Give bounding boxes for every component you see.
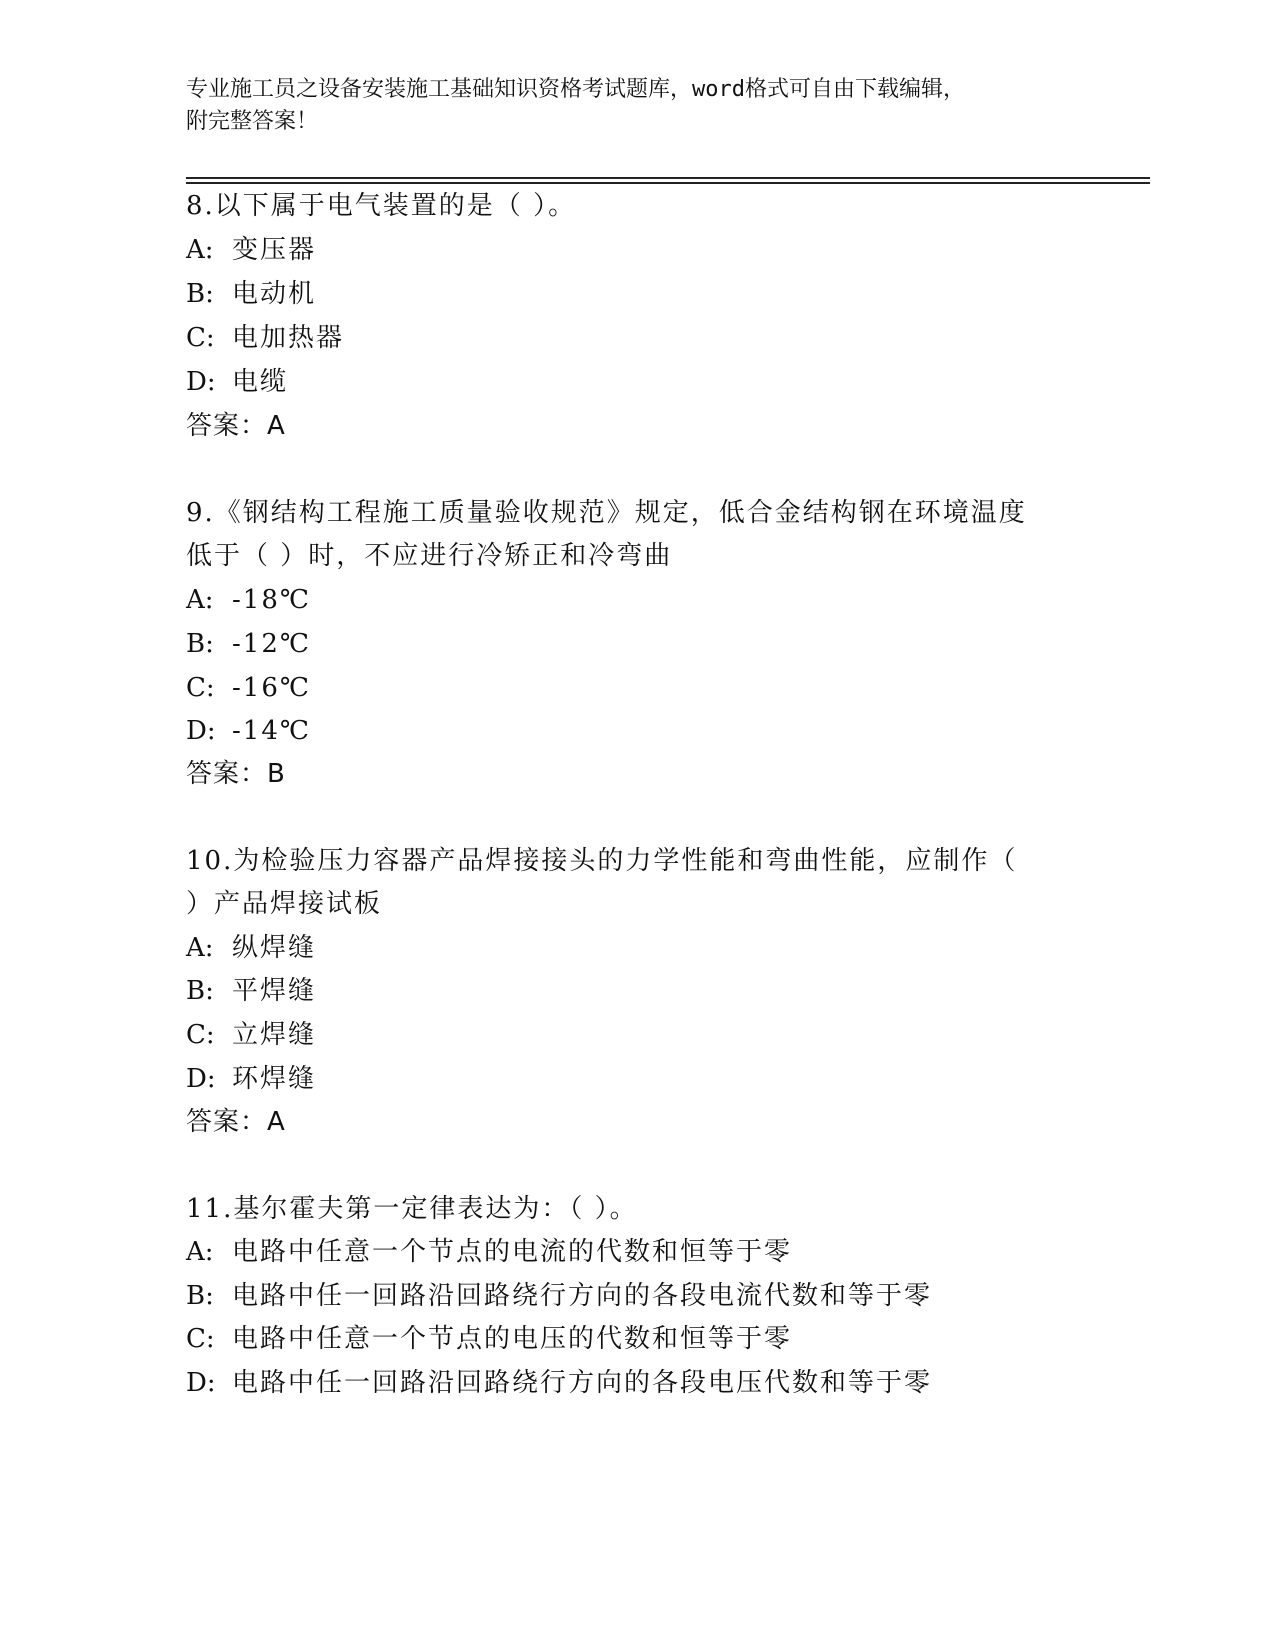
header-divider-top xyxy=(186,177,1150,179)
option-text: -16℃ xyxy=(232,673,311,703)
question-10-option-d xyxy=(186,1063,316,1095)
option-letter: A: xyxy=(186,585,214,615)
option-letter: A: xyxy=(186,235,214,265)
header-divider-bottom xyxy=(186,182,1150,184)
header-line-2: 附完整答案！ xyxy=(186,109,319,134)
question-8-option-d xyxy=(186,366,288,398)
question-10-option-c xyxy=(186,1019,316,1051)
question-9-line-1: 9.《钢结构工程施工质量验收规范》规定，低合金结构钢在环境温度 xyxy=(186,498,1027,528)
option-letter: D: xyxy=(186,716,216,746)
option-text: 电路中任一回路沿回路绕行方向的各段电流代数和等于零 xyxy=(232,1281,933,1311)
option-letter: C: xyxy=(186,1324,215,1354)
question-8-line-1: 8.以下属于电气装置的是（ ）。 xyxy=(186,191,577,221)
option-letter: A: xyxy=(186,1237,214,1267)
question-11-option-a xyxy=(186,1236,792,1268)
option-text: -18℃ xyxy=(232,585,311,615)
option-text: 纵焊缝 xyxy=(232,933,317,963)
option-letter: D: xyxy=(186,367,216,397)
option-letter: B: xyxy=(186,976,214,1006)
question-9-answer: 答案：B xyxy=(186,759,286,789)
document-header xyxy=(186,74,1066,138)
option-text: 环焊缝 xyxy=(232,1064,317,1094)
question-9-option-b xyxy=(186,628,311,660)
option-text: 电路中任一回路沿回路绕行方向的各段电压代数和等于零 xyxy=(232,1368,933,1398)
question-11-option-d xyxy=(186,1367,932,1399)
option-text: 立焊缝 xyxy=(232,1020,317,1050)
option-text: 变压器 xyxy=(232,235,317,265)
question-8-option-a xyxy=(186,234,316,266)
question-9-line-2: 低于（ ）时，不应进行冷矫正和冷弯曲 xyxy=(186,541,673,571)
option-text: 电加热器 xyxy=(232,323,345,353)
question-8-answer: 答案：A xyxy=(186,411,286,441)
question-8-option-c xyxy=(186,322,344,354)
option-text: 电缆 xyxy=(232,367,289,397)
question-11-option-b xyxy=(186,1280,932,1312)
option-text: 电动机 xyxy=(232,279,317,309)
header-line-1: 专业施工员之设备安装施工基础知识资格考试题库，word格式可自由下载编辑， xyxy=(186,77,965,102)
question-8-option-b xyxy=(186,278,316,310)
option-text: 平焊缝 xyxy=(232,976,317,1006)
question-10-line-2: ）产品焊接试板 xyxy=(186,889,383,919)
option-letter: C: xyxy=(186,1020,215,1050)
option-letter: D: xyxy=(186,1064,216,1094)
option-letter: B: xyxy=(186,279,214,309)
question-9-option-d xyxy=(186,715,311,747)
option-letter: C: xyxy=(186,673,215,703)
option-letter: B: xyxy=(186,629,214,659)
option-letter: D: xyxy=(186,1368,216,1398)
question-11-line-1: 11.基尔霍夫第一定律表达为：（ ）。 xyxy=(186,1194,638,1224)
question-10-answer: 答案：A xyxy=(186,1107,286,1137)
option-text: -14℃ xyxy=(232,716,311,746)
option-text: -12℃ xyxy=(232,629,311,659)
option-letter: B: xyxy=(186,1281,214,1311)
option-text: 电路中任意一个节点的电压的代数和恒等于零 xyxy=(232,1324,793,1354)
question-11-option-c xyxy=(186,1323,792,1355)
question-9-option-c xyxy=(186,672,311,704)
option-letter: C: xyxy=(186,323,215,353)
option-letter: A: xyxy=(186,933,214,963)
question-10-option-b xyxy=(186,975,316,1007)
option-text: 电路中任意一个节点的电流的代数和恒等于零 xyxy=(232,1237,793,1267)
question-9-option-a xyxy=(186,584,311,616)
question-10-option-a xyxy=(186,932,316,964)
question-10-line-1: 10.为检验压力容器产品焊接接头的力学性能和弯曲性能，应制作（ xyxy=(186,846,1018,876)
